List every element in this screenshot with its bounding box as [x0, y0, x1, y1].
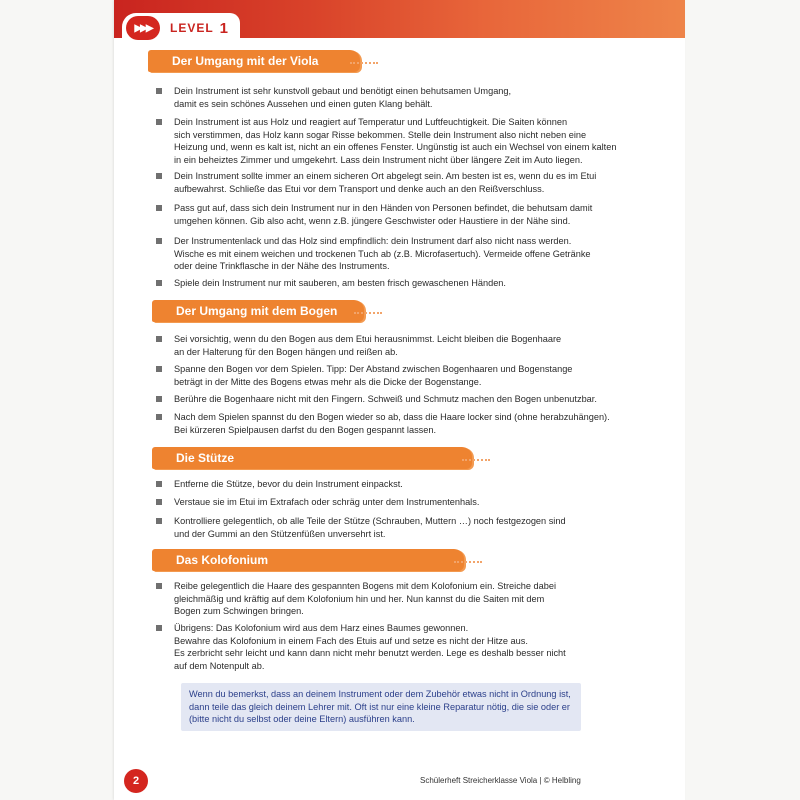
bullet-icon: [156, 625, 162, 631]
bullet-icon: [156, 173, 162, 179]
bullet-icon: [156, 499, 162, 505]
bullet-icon: [156, 366, 162, 372]
page-number-badge: 2: [124, 769, 148, 793]
bullet-icon: [156, 518, 162, 524]
section-heading-viola: Der Umgang mit der Viola: [148, 50, 360, 72]
list-item: Nach dem Spielen spannst du den Bogen wieder so ab, dass die Haare locker sind (ohne herabzuhängen). Bei kürzeren Spielpausen darfst du den Bogen gespannt lassen.: [156, 411, 636, 436]
bullet-icon: [156, 238, 162, 244]
level-tab: [122, 13, 240, 43]
list-item: Verstaue sie im Etui im Extrafach oder schräg unter dem Instrumentenhals.: [156, 496, 636, 509]
list-item: Pass gut auf, dass sich dein Instrument nur in den Händen von Personen befindet, die behutsam damit umgehen können. Gib also acht, wenn z.B. jüngere Geschwister oder Haustiere in der Nähe sind.: [156, 202, 636, 227]
list-item: Der Instrumentenlack und das Holz sind empfindlich: dein Instrument darf also nicht nass werden. Wische es mit einem weichen und trockenen Tuch ab (z.B. Microfasertuch). Vermeide offene Getränke oder deine Trinkflasche in der Nähe des Instruments.: [156, 235, 636, 273]
bullet-icon: [156, 280, 162, 286]
bullet-icon: [156, 88, 162, 94]
list-item: Entferne die Stütze, bevor du dein Instrument einpackst.: [156, 478, 636, 491]
level-number: 1: [219, 19, 229, 37]
list-item: Reibe gelegentlich die Haare des gespannten Bogens mit dem Kolofonium ein. Streiche dabei gleichmäßig und kräftig auf dem Kolofonium hin und her. Nun kannst du die Saiten mit dem Bogen zum Schwingen bringen.: [156, 580, 636, 618]
play-arrows-icon: ▶▶▶: [126, 16, 160, 40]
list-item: Dein Instrument ist aus Holz und reagiert auf Temperatur und Luftfeuchtigkeit. Die Saiten können sich verstimmen, das Holz kann sogar Risse bekommen. Stelle dein Instrument also nicht neben eine Heizung und, wenn es kalt ist, nicht an ein offenes Fenster. Ungünstig ist auch ein Wechsel von einem kalten in ein beheiztes Zimmer und umgekehrt. Lass dein Instrument nicht über längere Zeit im Auto liegen.: [156, 116, 636, 166]
list-item: Dein Instrument ist sehr kunstvoll gebaut und benötigt einen behutsamen Umgang, damit es sein schönes Aussehen und einen guten Klang behält.: [156, 85, 636, 110]
bullet-icon: [156, 583, 162, 589]
bullet-icon: [156, 396, 162, 402]
footer-credit: Schülerheft Streicherklasse Viola | © Helbling: [420, 776, 581, 785]
list-item: Sei vorsichtig, wenn du den Bogen aus dem Etui herausnimmst. Leicht bleiben die Bogenhaare an der Halterung für den Bogen hängen und reißen ab.: [156, 333, 636, 358]
bullet-icon: [156, 336, 162, 342]
list-item: Dein Instrument sollte immer an einem sicheren Ort abgelegt sein. Am besten ist es, wenn du es im Etui aufbewahrst. Schließe das Etui vor dem Transport und denke auch an den Reißverschluss.: [156, 170, 636, 195]
list-item: Berühre die Bogenhaare nicht mit den Fingern. Schweiß und Schmutz machen den Bogen unbenutzbar.: [156, 393, 636, 406]
section-heading-kolofonium: Das Kolofonium: [152, 549, 464, 571]
level-label: LEVEL: [170, 21, 214, 35]
info-note-box: Wenn du bemerkst, dass an deinem Instrument oder dem Zubehör etwas nicht in Ordnung ist, dann teile das gleich deinem Lehrer mit. Oft ist nur eine kleine Reparatur nötig, die sie oder er (bitte nicht du selbst oder deine Eltern) ausführen kann.: [181, 683, 581, 731]
list-item: Kontrolliere gelegentlich, ob alle Teile der Stütze (Schrauben, Muttern …) noch festgezogen sind und der Gummi an den Stützenfüßen unversehrt ist.: [156, 515, 636, 540]
bullet-icon: [156, 414, 162, 420]
bullet-icon: [156, 205, 162, 211]
bullet-icon: [156, 481, 162, 487]
list-item: Spiele dein Instrument nur mit sauberen, am besten frisch gewaschenen Händen.: [156, 277, 636, 290]
section-heading-bogen: Der Umgang mit dem Bogen: [152, 300, 364, 322]
list-item: Spanne den Bogen vor dem Spielen. Tipp: Der Abstand zwischen Bogenhaaren und Bogenstange beträgt in der Mitte des Bogens etwas mehr als die Dicke der Bogenstange.: [156, 363, 636, 388]
section-heading-stuetze: Die Stütze: [152, 447, 472, 469]
list-item: Übrigens: Das Kolofonium wird aus dem Harz eines Baumes gewonnen. Bewahre das Kolofonium in einem Fach des Etuis auf und setze es nicht der Hitze aus. Es zerbricht sehr leicht und kann dann nicht mehr benutzt werden. Lege es deshalb besser nicht auf dem Notenpult ab.: [156, 622, 636, 672]
bullet-icon: [156, 119, 162, 125]
